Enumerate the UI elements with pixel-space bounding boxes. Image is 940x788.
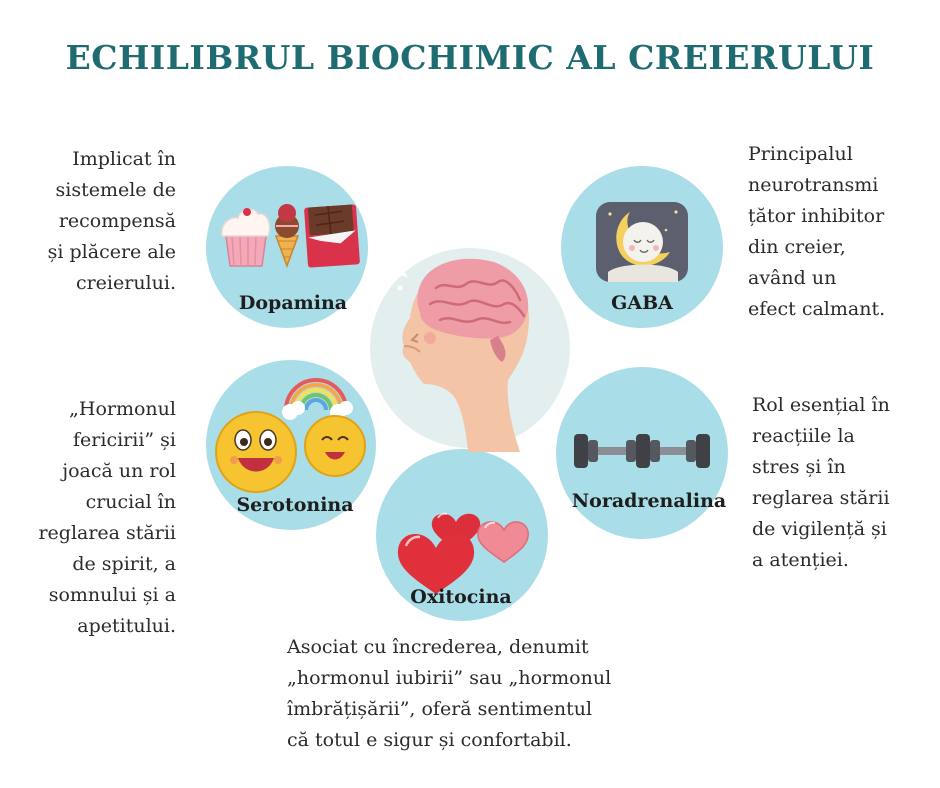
text-line: a atenției. [752,549,849,571]
sleeping-moon-icon [596,202,688,282]
text-line: având un [748,267,837,289]
text-line: că totul e sigur și confortabil. [287,729,572,751]
text-line: stres și în [752,456,846,478]
hearts-icon [398,514,528,594]
text-line: și plăcere ale [47,241,176,263]
text-line: îmbrățișării”, oferă sentimentul [287,698,593,720]
dumbbell-icon [574,434,710,468]
text-line: somnului și a [48,584,176,606]
text-line: efect calmant. [748,298,886,320]
brain-head-icon [396,259,529,452]
page-title: ECHILIBRUL BIOCHIMIC AL CREIERULUI [65,38,875,77]
text-line: Asociat cu încrederea, denumit [287,636,589,658]
text-line: fericirii” și [73,429,176,451]
dopamina-label: Dopamina [238,292,348,314]
text-line: țător inhibitor [748,205,885,227]
text-line: Rol esențial în [752,394,890,416]
text-line: joacă un rol [62,460,176,482]
text-line: creierului. [75,272,176,294]
text-line: crucial în [85,491,176,513]
text-line: Implicat în [72,148,176,170]
text-line: reacțiile la [752,425,855,447]
noradrenalina-label: Noradrenalina [571,490,727,512]
text-line: recompensă [58,210,176,232]
text-line: reglarea stării [752,487,890,509]
text-line: din creier, [748,236,846,258]
text-line: apetitului. [77,615,176,637]
text-line: Principalul [748,143,853,165]
text-line: „Hormonul [69,398,176,420]
gaba-label: GABA [611,292,673,314]
text-line: neurotransmi [748,174,879,196]
text-line: sistemele de [55,179,176,201]
text-line: „hormonul iubirii” sau „hormonul [287,667,612,689]
text-line: reglarea stării [38,522,176,544]
oxitocina-label: Oxitocina [410,586,512,608]
text-line: de vigilență și [752,518,887,540]
sweets-icon [222,204,360,268]
happy-emoji-icon [216,380,365,492]
text-line: de spirit, a [72,553,176,575]
serotonina-label: Serotonina [236,494,354,516]
